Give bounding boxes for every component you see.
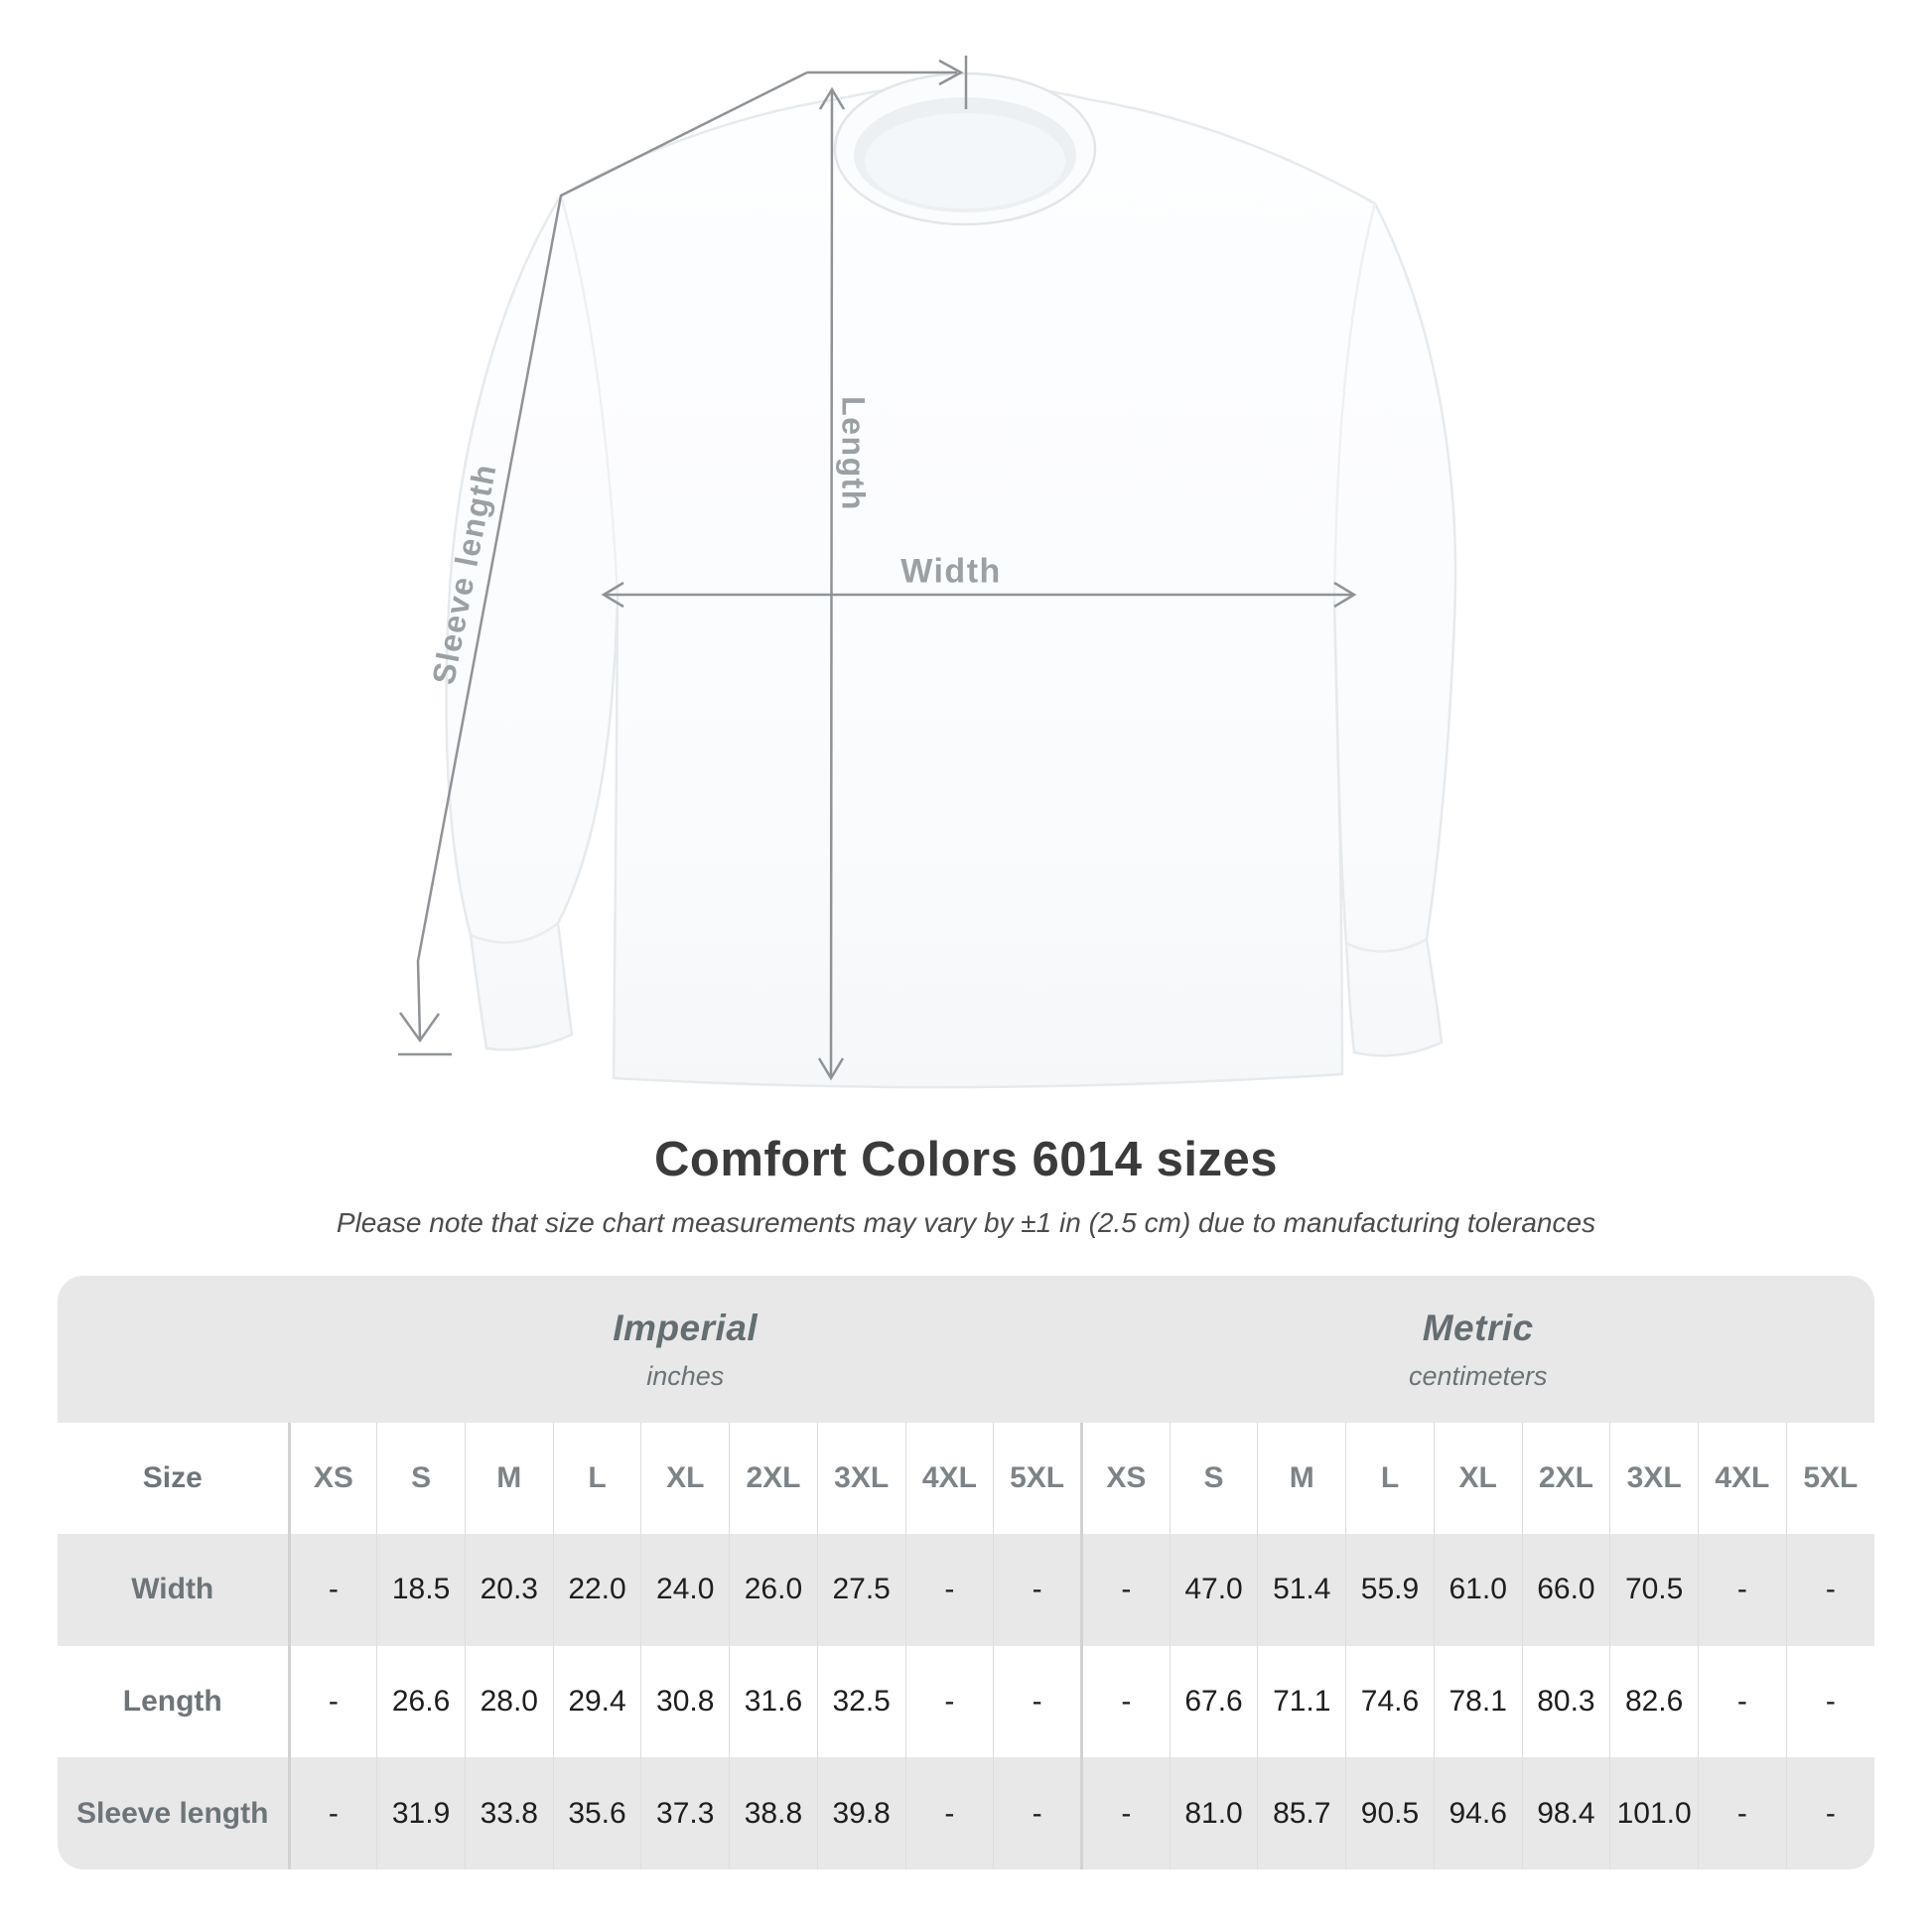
measurement-cell-metric-s: 67.6 bbox=[1170, 1646, 1258, 1758]
measurement-cell-imperial-l: 29.4 bbox=[553, 1646, 641, 1758]
measurement-cell-metric-3xl: 70.5 bbox=[1610, 1534, 1699, 1646]
size-col-header-imperial-s: S bbox=[377, 1423, 466, 1534]
measurement-cell-metric-2xl: 98.4 bbox=[1522, 1757, 1610, 1869]
measurement-cell-metric-m: 71.1 bbox=[1258, 1646, 1346, 1758]
size-col-header-metric-5xl: 5XL bbox=[1786, 1423, 1874, 1534]
table-body bbox=[58, 1534, 1874, 1869]
measurement-cell-imperial-s: 26.6 bbox=[377, 1646, 466, 1758]
size-table bbox=[58, 1276, 1874, 1869]
measurement-cell-imperial-xl: 37.3 bbox=[641, 1757, 730, 1869]
metric-group-name: Metric bbox=[1422, 1307, 1534, 1348]
size-table-container bbox=[58, 1276, 1874, 1869]
measurement-cell-imperial-xl: 24.0 bbox=[641, 1534, 730, 1646]
measurement-cell-imperial-2xl: 26.0 bbox=[730, 1534, 818, 1646]
row-label: Width bbox=[58, 1534, 289, 1646]
measurement-cell-imperial-5xl: - bbox=[994, 1757, 1082, 1869]
sleeve-length-measure-label: Sleeve length bbox=[425, 460, 503, 688]
metric-group-header bbox=[1081, 1276, 1874, 1423]
imperial-group-header bbox=[289, 1276, 1081, 1423]
measurement-cell-imperial-s: 31.9 bbox=[377, 1757, 466, 1869]
measurement-cell-imperial-4xl: - bbox=[905, 1646, 994, 1758]
measurement-cell-imperial-m: 33.8 bbox=[465, 1757, 553, 1869]
measurement-cell-imperial-xs: - bbox=[289, 1646, 377, 1758]
measurement-cell-metric-4xl: - bbox=[1699, 1534, 1787, 1646]
size-header-label: Size bbox=[58, 1423, 289, 1534]
measurement-cell-metric-xl: 78.1 bbox=[1434, 1646, 1522, 1758]
measurement-cell-metric-5xl: - bbox=[1786, 1646, 1874, 1758]
measurement-cell-metric-xs: - bbox=[1081, 1534, 1170, 1646]
measurement-cell-imperial-5xl: - bbox=[994, 1534, 1082, 1646]
size-col-header-imperial-l: L bbox=[553, 1423, 641, 1534]
measurement-cell-imperial-l: 22.0 bbox=[553, 1534, 641, 1646]
size-col-header-metric-s: S bbox=[1170, 1423, 1258, 1534]
row-label: Sleeve length bbox=[58, 1757, 289, 1869]
table-row-width bbox=[58, 1534, 1874, 1646]
measurement-cell-imperial-3xl: 32.5 bbox=[817, 1646, 905, 1758]
size-col-header-imperial-4xl: 4XL bbox=[905, 1423, 994, 1534]
measurement-cell-imperial-m: 20.3 bbox=[465, 1534, 553, 1646]
imperial-group-unit: inches bbox=[646, 1360, 725, 1391]
measurement-cell-metric-4xl: - bbox=[1699, 1646, 1787, 1758]
measurement-cell-metric-s: 81.0 bbox=[1170, 1757, 1258, 1869]
length-line bbox=[831, 91, 832, 1076]
width-measure-label: Width bbox=[900, 552, 1002, 591]
size-col-header-imperial-3xl: 3XL bbox=[817, 1423, 905, 1534]
imperial-group-name: Imperial bbox=[613, 1307, 759, 1348]
measurement-cell-metric-l: 74.6 bbox=[1346, 1646, 1435, 1758]
measurement-cell-metric-xl: 94.6 bbox=[1434, 1757, 1522, 1869]
measurement-cell-metric-3xl: 101.0 bbox=[1610, 1757, 1699, 1869]
page-title: Comfort Colors 6014 sizes bbox=[654, 1133, 1278, 1186]
size-col-header-imperial-xl: XL bbox=[641, 1423, 730, 1534]
measurement-cell-imperial-4xl: - bbox=[905, 1534, 994, 1646]
measurement-cell-metric-5xl: - bbox=[1825, 1573, 1836, 1606]
size-col-header-imperial-m: M bbox=[465, 1423, 553, 1534]
unit-group-row bbox=[58, 1276, 1874, 1423]
measurement-cell-imperial-2xl: 38.8 bbox=[730, 1757, 818, 1869]
measurement-cell-imperial-4xl: - bbox=[905, 1757, 994, 1869]
size-col-header-metric-m: M bbox=[1258, 1423, 1346, 1534]
metric-group-unit: centimeters bbox=[1408, 1360, 1548, 1391]
measurement-cell-metric-4xl: - bbox=[1699, 1757, 1787, 1869]
measurement-cell-imperial-2xl: 31.6 bbox=[730, 1646, 818, 1758]
measurement-cell-metric-l: 90.5 bbox=[1346, 1757, 1435, 1869]
size-col-header-metric-2xl: 2XL bbox=[1522, 1423, 1610, 1534]
size-col-header-metric-xs: XS bbox=[1081, 1423, 1170, 1534]
measurement-cell-imperial-3xl: 27.5 bbox=[817, 1534, 905, 1646]
measurement-cell-metric-xs: - bbox=[1081, 1646, 1170, 1758]
size-header-row bbox=[58, 1423, 1874, 1534]
measurement-cell-imperial-xl: 30.8 bbox=[641, 1646, 730, 1758]
size-col-header-imperial-5xl: 5XL bbox=[994, 1423, 1082, 1534]
measurement-cell-imperial-3xl: 39.8 bbox=[817, 1757, 905, 1869]
measurement-cell-metric-5xl: - bbox=[1825, 1796, 1836, 1830]
measurement-cell-imperial-l: 35.6 bbox=[553, 1757, 641, 1869]
size-col-header-metric-4xl: 4XL bbox=[1699, 1423, 1787, 1534]
size-col-header-metric-xl: XL bbox=[1434, 1423, 1522, 1534]
measurement-cell-metric-s: 47.0 bbox=[1170, 1534, 1258, 1646]
table-row-length bbox=[58, 1646, 1874, 1758]
size-col-header-imperial-2xl: 2XL bbox=[730, 1423, 818, 1534]
measurement-cell-metric-xs: - bbox=[1081, 1757, 1170, 1869]
measurement-cell-metric-l: 55.9 bbox=[1346, 1534, 1435, 1646]
measurement-cell-metric-m: 51.4 bbox=[1258, 1534, 1346, 1646]
measurement-cell-imperial-xs: - bbox=[289, 1534, 377, 1646]
size-col-header-metric-l: L bbox=[1346, 1423, 1435, 1534]
measurement-cell-imperial-s: 18.5 bbox=[377, 1534, 466, 1646]
measurement-cell-metric-m: 85.7 bbox=[1258, 1757, 1346, 1869]
measurement-cell-imperial-5xl: - bbox=[994, 1646, 1082, 1758]
size-col-header-metric-3xl: 3XL bbox=[1610, 1423, 1699, 1534]
measurement-cell-metric-xl: 61.0 bbox=[1434, 1534, 1522, 1646]
tolerance-note: Please note that size chart measurements may vary by ±1 in (2.5 cm) due to manufacturing tolerances bbox=[336, 1207, 1596, 1238]
corner-cell bbox=[58, 1276, 289, 1423]
measurement-cell-metric-2xl: 80.3 bbox=[1522, 1646, 1610, 1758]
table-row-sleeve-length bbox=[58, 1757, 1874, 1869]
size-col-header-imperial-xs: XS bbox=[289, 1423, 377, 1534]
row-label: Length bbox=[58, 1646, 289, 1758]
measurement-cell-imperial-xs: - bbox=[289, 1757, 377, 1869]
length-measure-label: Length bbox=[835, 396, 872, 511]
measurement-cell-metric-3xl: 82.6 bbox=[1610, 1646, 1699, 1758]
measurement-cell-metric-2xl: 66.0 bbox=[1522, 1534, 1610, 1646]
measurement-cell-imperial-m: 28.0 bbox=[465, 1646, 553, 1758]
